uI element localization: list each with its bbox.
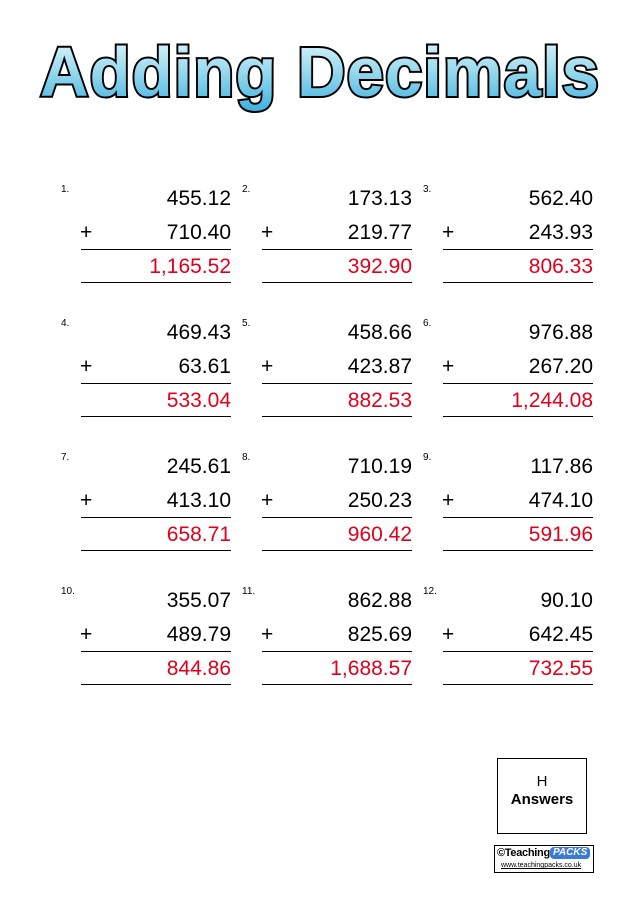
problem-number: 9.	[423, 452, 432, 463]
sum-line	[262, 651, 412, 652]
answer-value: 732.55	[528, 657, 593, 680]
problem-9	[423, 452, 593, 562]
plus-sign: +	[261, 623, 274, 646]
plus-sign: +	[261, 221, 274, 244]
problem-10	[61, 586, 231, 696]
first-addend: 173.13	[347, 187, 412, 210]
first-addend: 710.19	[347, 455, 412, 478]
problem-2	[242, 184, 412, 294]
second-addend: 474.10	[528, 489, 593, 512]
sum-line	[443, 517, 593, 518]
sheet-label-box	[497, 758, 587, 834]
sum-line	[81, 249, 231, 250]
sum-line	[81, 651, 231, 652]
answers-label: Answers	[510, 791, 574, 808]
answer-value: 1,244.08	[511, 389, 593, 412]
plus-sign: +	[80, 221, 93, 244]
plus-sign: +	[80, 355, 93, 378]
first-addend: 862.88	[347, 589, 412, 612]
first-addend: 562.40	[528, 187, 593, 210]
second-addend: 642.45	[528, 623, 593, 646]
answer-value: 1,688.57	[330, 657, 412, 680]
answer-underline	[443, 550, 593, 551]
problem-7	[61, 452, 231, 562]
answer-value: 533.04	[166, 389, 231, 412]
second-addend: 710.40	[166, 221, 231, 244]
problem-number: 1.	[61, 184, 70, 195]
first-addend: 455.12	[166, 187, 231, 210]
plus-sign: +	[80, 489, 93, 512]
problem-1	[61, 184, 231, 294]
second-addend: 489.79	[166, 623, 231, 646]
second-addend: 219.77	[347, 221, 412, 244]
answer-underline	[262, 416, 412, 417]
logo-brand: ©Teaching	[497, 847, 550, 859]
first-addend: 245.61	[166, 455, 231, 478]
problem-number: 6.	[423, 318, 432, 329]
plus-sign: +	[442, 623, 455, 646]
problem-8	[242, 452, 412, 562]
problem-5	[242, 318, 412, 428]
first-addend: 458.66	[347, 321, 412, 344]
second-addend: 267.20	[528, 355, 593, 378]
answer-value: 844.86	[166, 657, 231, 680]
answer-value: 658.71	[166, 523, 231, 546]
problem-number: 12.	[423, 586, 437, 597]
first-addend: 117.86	[530, 455, 593, 478]
sum-line	[262, 249, 412, 250]
problem-number: 10.	[61, 586, 75, 597]
sum-line	[81, 383, 231, 384]
answer-value: 591.96	[528, 523, 593, 546]
plus-sign: +	[261, 355, 274, 378]
logo-packs: PACKS	[550, 847, 590, 859]
plus-sign: +	[442, 221, 455, 244]
problem-6	[423, 318, 593, 428]
problem-11	[242, 586, 412, 696]
plus-sign: +	[80, 623, 93, 646]
problem-number: 3.	[423, 184, 432, 195]
second-addend: 250.23	[347, 489, 412, 512]
answer-underline	[81, 282, 231, 283]
first-addend: 469.43	[166, 321, 231, 344]
sum-line	[262, 383, 412, 384]
problem-number: 4.	[61, 318, 70, 329]
second-addend: 413.10	[166, 489, 231, 512]
answer-value: 806.33	[528, 255, 593, 278]
first-addend: 90.10	[540, 589, 593, 612]
second-addend: 63.61	[178, 355, 231, 378]
plus-sign: +	[442, 489, 455, 512]
logo-url[interactable]: www.teachingpacks.co.uk	[501, 862, 582, 869]
answer-underline	[443, 684, 593, 685]
sheet-letter: H	[536, 773, 548, 790]
sum-line	[262, 517, 412, 518]
problem-12	[423, 586, 593, 696]
sum-line	[443, 249, 593, 250]
answer-underline	[443, 282, 593, 283]
answer-value: 1,165.52	[149, 255, 231, 278]
problem-number: 5.	[242, 318, 251, 329]
sum-line	[443, 383, 593, 384]
answer-underline	[443, 416, 593, 417]
answer-underline	[81, 550, 231, 551]
answer-value: 882.53	[347, 389, 412, 412]
page-title	[30, 18, 610, 128]
answer-underline	[262, 282, 412, 283]
second-addend: 243.93	[528, 221, 593, 244]
page-title-text: Adding Decimals	[40, 33, 600, 111]
problem-number: 2.	[242, 184, 251, 195]
problem-4	[61, 318, 231, 428]
teachingpacks-logo	[494, 845, 594, 873]
second-addend: 825.69	[347, 623, 412, 646]
answer-underline	[262, 684, 412, 685]
answer-underline	[262, 550, 412, 551]
plus-sign: +	[261, 489, 274, 512]
answer-value: 960.42	[347, 523, 412, 546]
title-graphic	[30, 18, 610, 128]
problem-3	[423, 184, 593, 294]
problem-number: 7.	[61, 452, 70, 463]
sum-line	[443, 651, 593, 652]
problem-number: 8.	[242, 452, 251, 463]
first-addend: 976.88	[528, 321, 593, 344]
answer-underline	[81, 684, 231, 685]
plus-sign: +	[442, 355, 455, 378]
second-addend: 423.87	[347, 355, 412, 378]
sum-line	[81, 517, 231, 518]
answer-underline	[81, 416, 231, 417]
answer-value: 392.90	[347, 255, 412, 278]
first-addend: 355.07	[166, 589, 231, 612]
problem-number: 11.	[242, 586, 256, 597]
